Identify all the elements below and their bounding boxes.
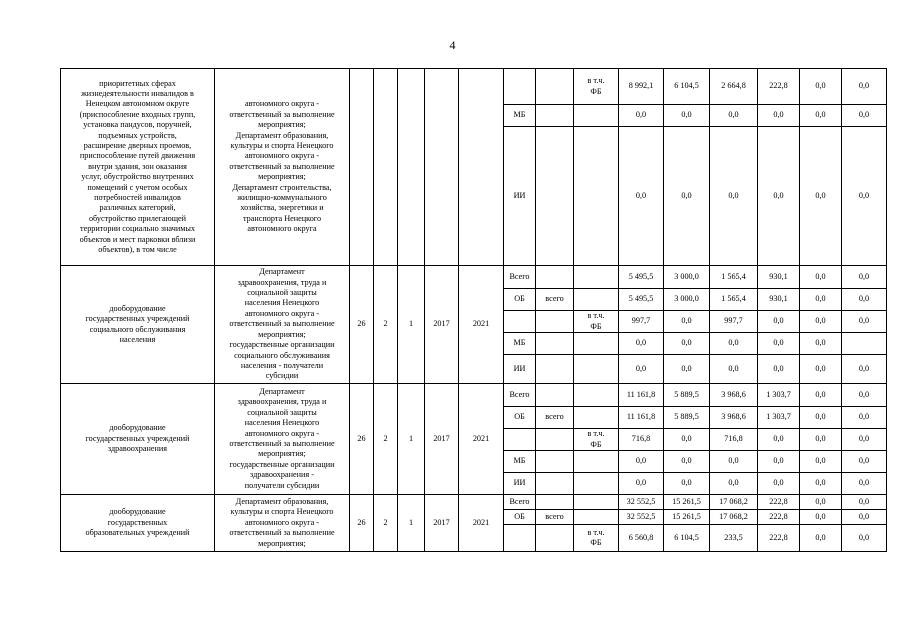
funding-subtype-cell	[536, 311, 574, 333]
amount-cell: 2 664,8	[710, 69, 758, 105]
amount-cell: 0,0	[842, 473, 887, 495]
funding-source-cell: Всего	[504, 266, 536, 289]
amount-cell: 5 889,5	[664, 384, 710, 407]
table-row	[61, 266, 887, 289]
table-row	[61, 384, 887, 407]
funding-subtype-cell	[536, 429, 574, 451]
amount-cell: 32 552,5	[619, 495, 664, 510]
table-body	[61, 69, 887, 552]
funding-subtype-cell	[536, 473, 574, 495]
amount-cell: 0,0	[800, 495, 842, 510]
end-year-cell: 2021	[459, 495, 504, 552]
funding-subtype-cell	[536, 266, 574, 289]
funding-source-cell	[504, 69, 536, 105]
funding-subtype-cell	[536, 127, 574, 266]
amount-cell: 0,0	[664, 451, 710, 473]
including-fb-cell	[574, 105, 619, 127]
funding-subtype-cell	[536, 495, 574, 510]
including-fb-cell	[574, 289, 619, 311]
code-cell: 2	[374, 495, 398, 552]
amount-cell: 0,0	[619, 473, 664, 495]
funding-source-cell: Всего	[504, 384, 536, 407]
start-year-cell: 2017	[425, 495, 459, 552]
amount-cell: 0,0	[842, 451, 887, 473]
amount-cell: 0,0	[842, 407, 887, 429]
amount-cell: 233,5	[710, 525, 758, 552]
amount-cell: 0,0	[758, 355, 800, 384]
end-year-cell: 2021	[459, 266, 504, 384]
end-year-cell	[459, 69, 504, 266]
amount-cell: 0,0	[800, 473, 842, 495]
including-fb-cell: в т.ч. ФБ	[574, 69, 619, 105]
amount-cell: 0,0	[758, 105, 800, 127]
table-row	[61, 495, 887, 510]
amount-cell: 0,0	[619, 333, 664, 355]
amount-cell: 0,0	[710, 127, 758, 266]
amount-cell: 17 068,2	[710, 495, 758, 510]
amount-cell: 0,0	[842, 510, 887, 525]
including-fb-cell: в т.ч. ФБ	[574, 429, 619, 451]
funding-source-cell	[504, 311, 536, 333]
amount-cell: 222,8	[758, 495, 800, 510]
code-cell: 1	[398, 495, 425, 552]
amount-cell: 716,8	[619, 429, 664, 451]
amount-cell: 0,0	[800, 510, 842, 525]
including-fb-cell	[574, 407, 619, 429]
including-fb-cell: в т.ч. ФБ	[574, 311, 619, 333]
amount-cell: 997,7	[710, 311, 758, 333]
amount-cell: 222,8	[758, 69, 800, 105]
including-fb-cell	[574, 127, 619, 266]
amount-cell: 5 495,5	[619, 266, 664, 289]
amount-cell: 0,0	[842, 355, 887, 384]
amount-cell: 0,0	[842, 495, 887, 510]
amount-cell: 222,8	[758, 525, 800, 552]
amount-cell: 0,0	[664, 333, 710, 355]
funding-source-cell: МБ	[504, 105, 536, 127]
code-cell: 1	[398, 384, 425, 495]
amount-cell: 0,0	[842, 289, 887, 311]
amount-cell: 0,0	[800, 105, 842, 127]
amount-cell: 3 968,6	[710, 384, 758, 407]
executor-cell: Департамент здравоохранения, труда и социальной защиты населения Ненецкого автономного округа - ответственный за выполнение мероприятия; государственные организации социального обслуживания населения - получатели субсидии	[215, 266, 350, 384]
amount-cell: 0,0	[842, 429, 887, 451]
including-fb-cell	[574, 510, 619, 525]
measure-description: дооборудование государственных учреждений социального обслуживания населения	[61, 266, 215, 384]
start-year-cell	[425, 69, 459, 266]
amount-cell: 1 565,4	[710, 289, 758, 311]
funding-source-cell: ОБ	[504, 289, 536, 311]
amount-cell: 0,0	[800, 429, 842, 451]
funding-source-cell: ИИ	[504, 355, 536, 384]
funding-subtype-cell: всего	[536, 407, 574, 429]
amount-cell: 3 000,0	[664, 289, 710, 311]
amount-cell: 0,0	[619, 105, 664, 127]
amount-cell: 930,1	[758, 289, 800, 311]
amount-cell: 11 161,8	[619, 384, 664, 407]
start-year-cell: 2017	[425, 384, 459, 495]
amount-cell: 0,0	[664, 105, 710, 127]
amount-cell: 0,0	[800, 289, 842, 311]
amount-cell: 17 068,2	[710, 510, 758, 525]
amount-cell: 0,0	[664, 311, 710, 333]
measure-description: дооборудование государственных образовательных учреждений	[61, 495, 215, 552]
amount-cell: 0,0	[842, 311, 887, 333]
program-table	[60, 68, 887, 552]
amount-cell: 0,0	[842, 69, 887, 105]
amount-cell: 0,0	[710, 451, 758, 473]
amount-cell: 222,8	[758, 510, 800, 525]
code-cell: 26	[350, 266, 374, 384]
amount-cell: 0,0	[758, 451, 800, 473]
code-cell	[398, 69, 425, 266]
executor-cell: Департамент здравоохранения, труда и социальной защиты населения Ненецкого автономного округа - ответственный за выполнение мероприятия; государственные организации здравоохранения - получатели субсидии	[215, 384, 350, 495]
amount-cell: 0,0	[800, 355, 842, 384]
amount-cell: 5 889,5	[664, 407, 710, 429]
amount-cell: 0,0	[842, 127, 887, 266]
amount-cell	[842, 333, 887, 355]
amount-cell: 0,0	[664, 355, 710, 384]
including-fb-cell	[574, 451, 619, 473]
amount-cell: 15 261,5	[664, 495, 710, 510]
code-cell	[374, 69, 398, 266]
amount-cell: 3 968,6	[710, 407, 758, 429]
amount-cell: 716,8	[710, 429, 758, 451]
executor-cell: автономного округа - ответственный за выполнение мероприятия; Департамент образования, культуры и спорта Ненецкого автономного округа - ответственный за выполнение мероприятия; Департамент строительства, жилищно-коммунального хозяйства, энергетики и транспорта Ненецкого автономного округа	[215, 69, 350, 266]
funding-source-cell: ОБ	[504, 407, 536, 429]
amount-cell: 0,0	[619, 451, 664, 473]
amount-cell: 0,0	[800, 69, 842, 105]
measure-description: дооборудование государственных учреждений здравоохранения	[61, 384, 215, 495]
amount-cell: 0,0	[710, 473, 758, 495]
amount-cell: 0,0	[710, 105, 758, 127]
amount-cell: 0,0	[842, 525, 887, 552]
funding-subtype-cell	[536, 525, 574, 552]
amount-cell: 0,0	[800, 384, 842, 407]
funding-source-cell: ОБ	[504, 510, 536, 525]
funding-subtype-cell: всего	[536, 289, 574, 311]
table-row	[61, 69, 887, 105]
amount-cell: 3 000,0	[664, 266, 710, 289]
amount-cell: 15 261,5	[664, 510, 710, 525]
amount-cell: 0,0	[619, 355, 664, 384]
amount-cell: 0,0	[664, 429, 710, 451]
amount-cell: 1 303,7	[758, 384, 800, 407]
funding-source-cell: МБ	[504, 333, 536, 355]
amount-cell: 0,0	[758, 333, 800, 355]
funding-subtype-cell	[536, 105, 574, 127]
amount-cell: 0,0	[842, 266, 887, 289]
funding-source-cell: ИИ	[504, 127, 536, 266]
code-cell: 26	[350, 384, 374, 495]
funding-subtype-cell	[536, 333, 574, 355]
page-number: 4	[449, 38, 456, 52]
amount-cell: 0,0	[842, 105, 887, 127]
start-year-cell: 2017	[425, 266, 459, 384]
amount-cell: 1 565,4	[710, 266, 758, 289]
funding-subtype-cell	[536, 384, 574, 407]
amount-cell: 1 303,7	[758, 407, 800, 429]
executor-cell: Департамент образования, культуры и спорта Ненецкого автономного округа - ответственный за выполнение мероприятия;	[215, 495, 350, 552]
code-cell: 1	[398, 266, 425, 384]
amount-cell: 0,0	[800, 333, 842, 355]
funding-source-cell	[504, 525, 536, 552]
amount-cell: 930,1	[758, 266, 800, 289]
including-fb-cell	[574, 495, 619, 510]
amount-cell: 6 104,5	[664, 525, 710, 552]
amount-cell: 6 560,8	[619, 525, 664, 552]
measure-description: приоритетных сферах жизнедеятельности инвалидов в Ненецком автономном округе (приспособление входных групп, установка пандусов, поручней, подъемных устройств, расширение дверных проемов, приспособление путей движения внутри здания, зон оказания услуг, обустройство внутренних помещений с учетом особых потребностей инвалидов различных категорий, обустройство прилегающей территории социально значимых объектов и мест парковки вблизи объектов), в том числе	[61, 69, 215, 266]
including-fb-cell	[574, 333, 619, 355]
amount-cell: 32 552,5	[619, 510, 664, 525]
amount-cell: 0,0	[800, 266, 842, 289]
funding-source-cell: ИИ	[504, 473, 536, 495]
amount-cell: 0,0	[619, 127, 664, 266]
funding-subtype-cell: всего	[536, 510, 574, 525]
amount-cell: 0,0	[664, 127, 710, 266]
amount-cell: 0,0	[800, 525, 842, 552]
amount-cell: 0,0	[800, 407, 842, 429]
amount-cell: 0,0	[758, 473, 800, 495]
amount-cell: 0,0	[842, 384, 887, 407]
amount-cell: 0,0	[710, 355, 758, 384]
amount-cell: 11 161,8	[619, 407, 664, 429]
amount-cell: 0,0	[800, 311, 842, 333]
amount-cell: 0,0	[758, 311, 800, 333]
end-year-cell: 2021	[459, 384, 504, 495]
funding-subtype-cell	[536, 451, 574, 473]
amount-cell: 997,7	[619, 311, 664, 333]
including-fb-cell	[574, 384, 619, 407]
amount-cell: 0,0	[710, 333, 758, 355]
code-cell	[350, 69, 374, 266]
including-fb-cell: в т.ч. ФБ	[574, 525, 619, 552]
amount-cell: 6 104,5	[664, 69, 710, 105]
amount-cell: 0,0	[758, 127, 800, 266]
code-cell: 26	[350, 495, 374, 552]
including-fb-cell	[574, 473, 619, 495]
amount-cell: 0,0	[800, 127, 842, 266]
code-cell: 2	[374, 266, 398, 384]
amount-cell: 0,0	[664, 473, 710, 495]
including-fb-cell	[574, 266, 619, 289]
code-cell: 2	[374, 384, 398, 495]
funding-subtype-cell	[536, 355, 574, 384]
funding-source-cell	[504, 429, 536, 451]
including-fb-cell	[574, 355, 619, 384]
amount-cell: 5 495,5	[619, 289, 664, 311]
funding-source-cell: МБ	[504, 451, 536, 473]
amount-cell: 0,0	[800, 451, 842, 473]
funding-source-cell: Всего	[504, 495, 536, 510]
amount-cell: 8 992,1	[619, 69, 664, 105]
funding-subtype-cell	[536, 69, 574, 105]
amount-cell: 0,0	[758, 429, 800, 451]
